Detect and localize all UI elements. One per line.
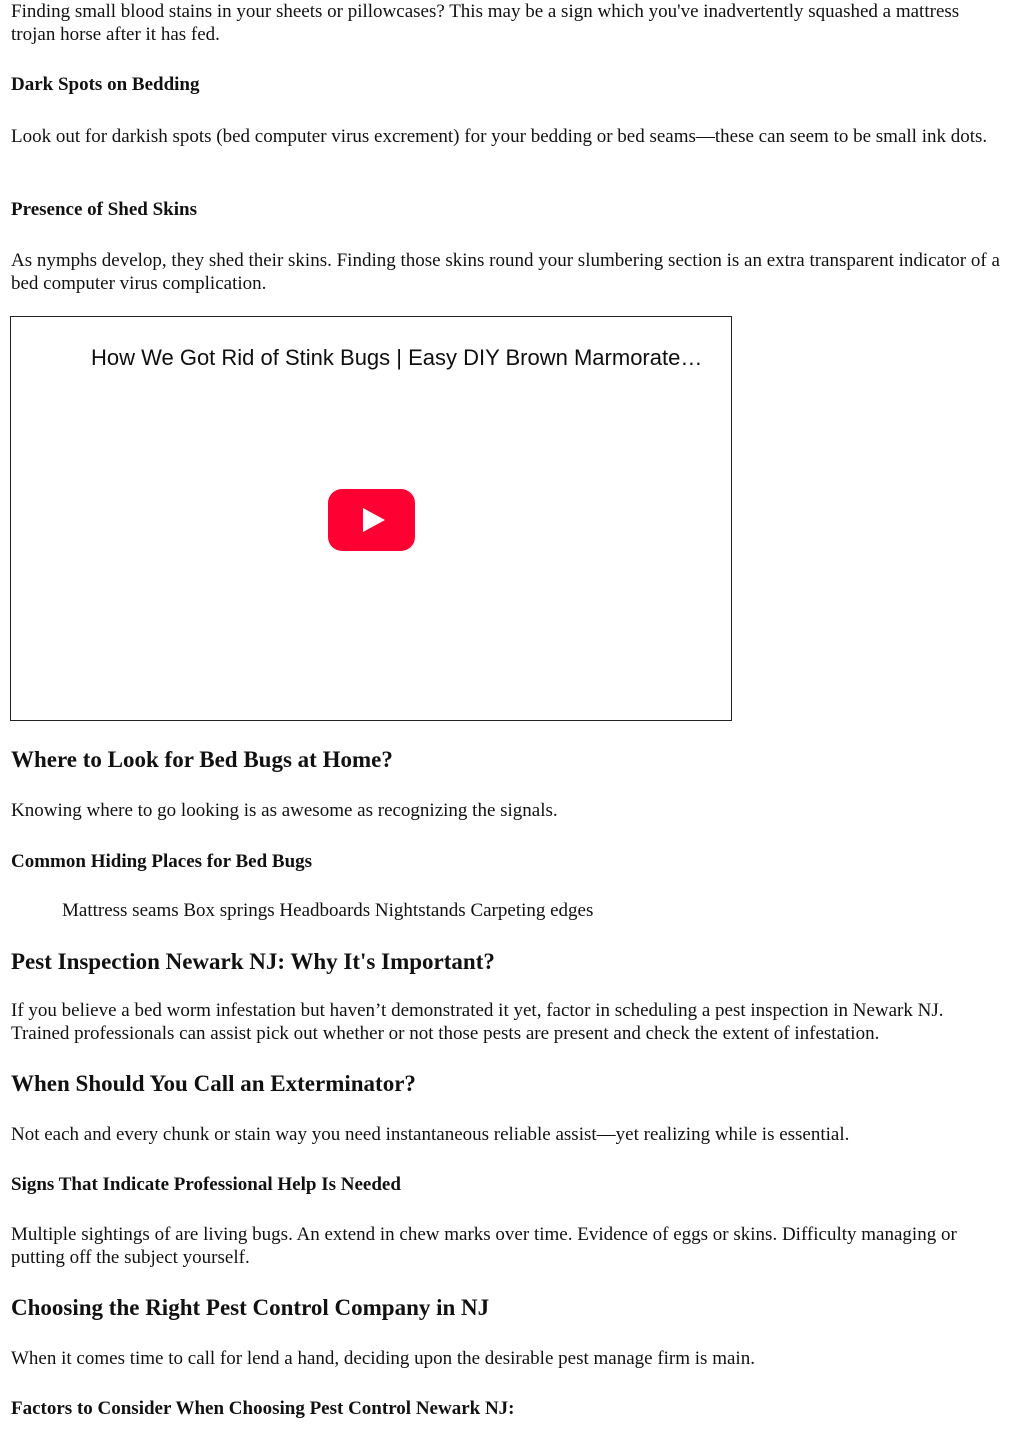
heading-signs-professional: Signs That Indicate Professional Help Is Needed [11, 1174, 401, 1195]
heading-choosing-company: Choosing the Right Pest Control Company in NJ [11, 1295, 490, 1320]
paragraph-signs-professional: Multiple sightings of are living bugs. An extend in chew marks over time. Evidence of eggs or skins. Difficulty managing or putting off the subject yourself. [11, 1224, 957, 1268]
paragraph-inspection: If you believe a bed worm infestation but haven’t demonstrated it yet, factor in scheduling a pest inspection in Newark NJ. Trained professionals can assist pick out whether or not those pests are present and check the extent of infestation. [11, 1000, 944, 1044]
heading-factors: Factors to Consider When Choosing Pest Control Newark NJ: [11, 1398, 515, 1419]
heading-dark-spots: Dark Spots on Bedding [11, 74, 200, 95]
video-title[interactable]: How We Got Rid of Stink Bugs | Easy DIY Brown Marmorate… [91, 345, 703, 370]
embedded-video[interactable] [10, 316, 732, 721]
heading-inspection: Pest Inspection Newark NJ: Why It's Important? [11, 949, 495, 974]
paragraph-choosing-company: When it comes time to call for lend a hand, deciding upon the desirable pest manage firm is main. [11, 1348, 755, 1369]
youtube-play-icon[interactable] [328, 489, 415, 551]
paragraph-call-exterminator: Not each and every chunk or stain way you need instantaneous reliable assist—yet realizing while is essential. [11, 1124, 850, 1145]
heading-where-to-look: Where to Look for Bed Bugs at Home? [11, 747, 393, 772]
heading-shed-skins: Presence of Shed Skins [11, 199, 197, 220]
hiding-places-list: Mattress seams Box springs Headboards Nightstands Carpeting edges [62, 900, 594, 921]
paragraph-where-to-look: Knowing where to go looking is as awesome as recognizing the signals. [11, 800, 558, 821]
paragraph-blood-stains: Finding small blood stains in your sheets or pillowcases? This may be a sign which you've inadvertently squashed a mattress trojan horse after it has fed. [11, 1, 960, 45]
heading-hiding-places: Common Hiding Places for Bed Bugs [11, 851, 313, 872]
paragraph-shed-skins: As nymphs develop, they shed their skins. Finding those skins round your slumbering section is an extra transparent indicator of a bed computer virus complication. [11, 250, 1000, 294]
paragraph-dark-spots: Look out for darkish spots (bed computer virus excrement) for your bedding or bed seams—these can seem to be small ink dots. [11, 126, 988, 147]
play-button-graphic [328, 489, 415, 551]
heading-call-exterminator: When Should You Call an Exterminator? [11, 1071, 416, 1096]
